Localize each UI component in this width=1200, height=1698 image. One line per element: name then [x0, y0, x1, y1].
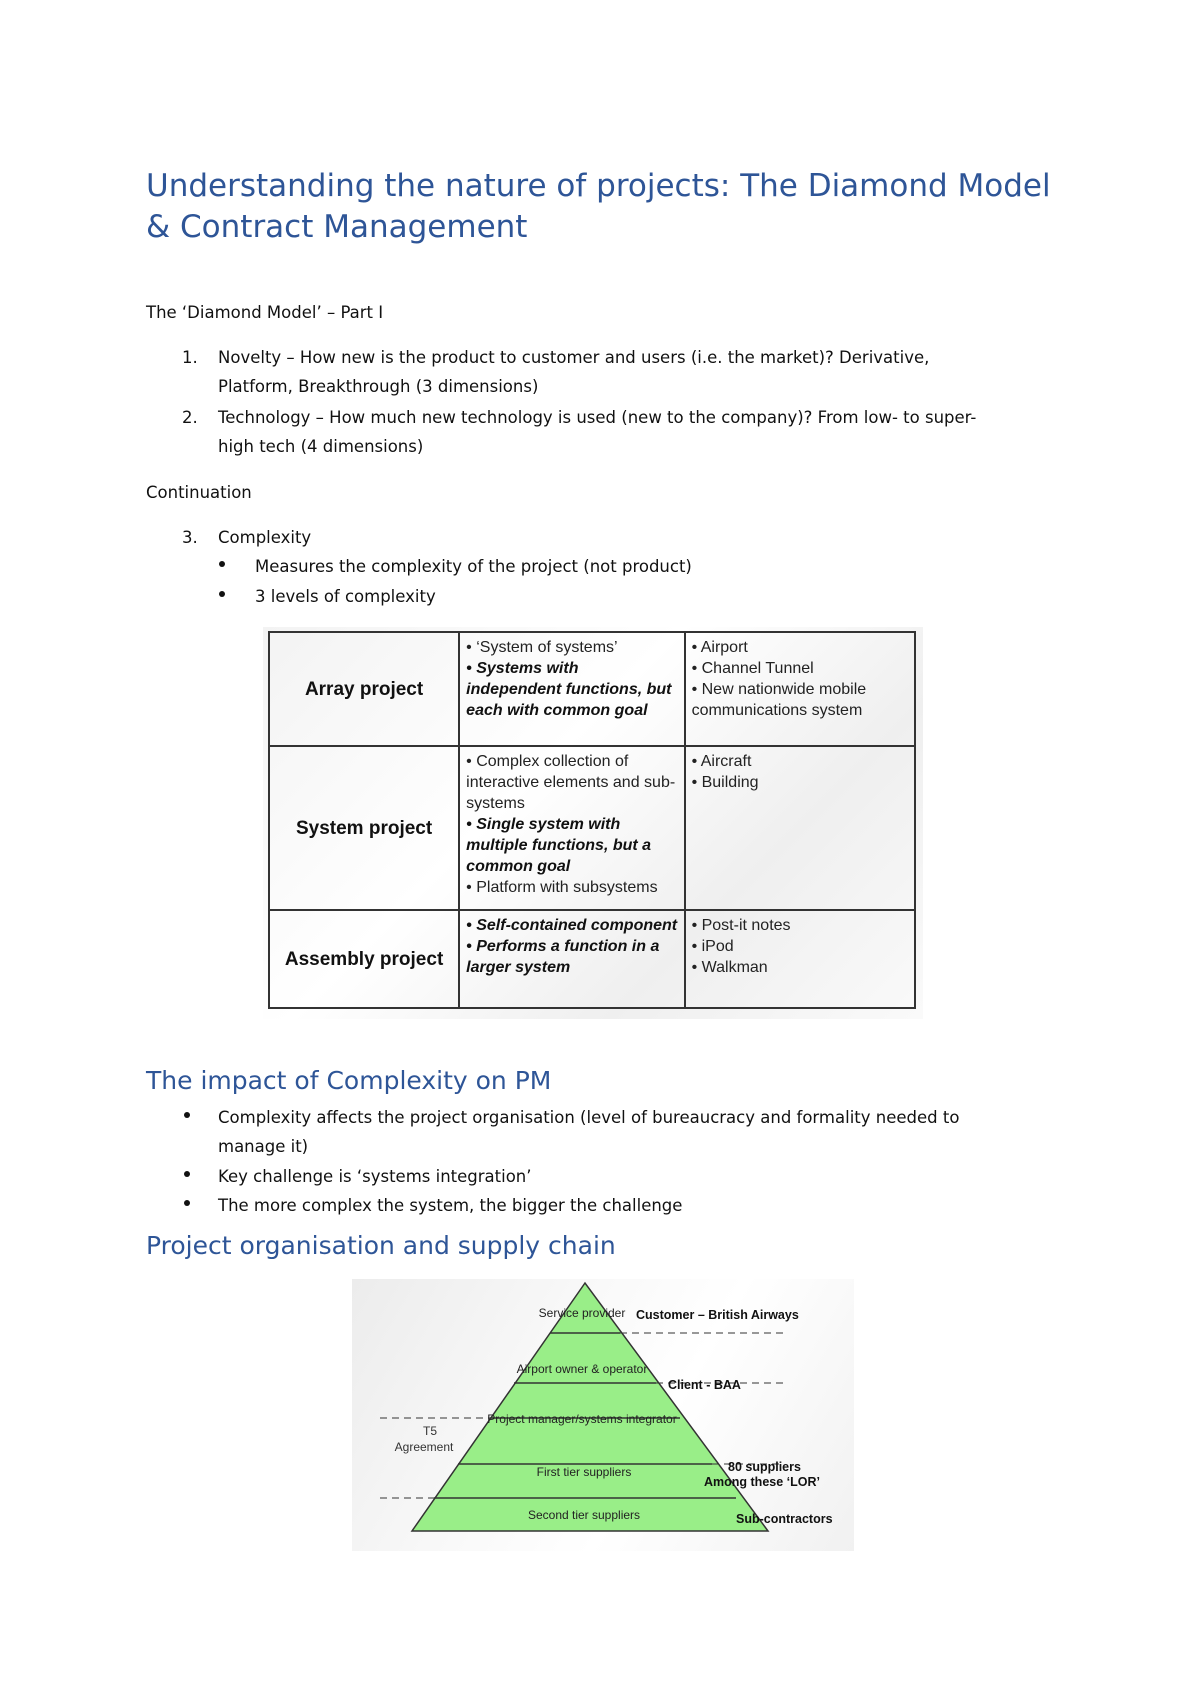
row-label: System project: [269, 746, 459, 910]
description-cell: [459, 746, 684, 910]
examples-cell: [685, 632, 915, 746]
right-label: Among these ‘LOR’: [704, 1475, 820, 1489]
right-label: 80 suppliers: [728, 1460, 801, 1474]
bullet-dot: [184, 1200, 190, 1206]
list-item-novelty-cont: Platform, Breakthrough (3 dimensions): [218, 377, 539, 396]
tier-label: First tier suppliers: [536, 1465, 632, 1479]
section-intro: The ‘Diamond Model’ – Part I: [146, 303, 384, 322]
example-line: • iPod: [691, 938, 734, 955]
tier-label: Airport owner & operator: [516, 1362, 648, 1376]
impact-bullet: The more complex the system, the bigger the challenge: [218, 1196, 683, 1215]
description-line-emphasis: • Self-contained component: [466, 917, 678, 934]
description-line: • ‘System of systems’: [466, 639, 618, 656]
list-item-technology: Technology – How much new technology is used (new to the company)? From low- to super-: [218, 408, 977, 427]
impact-bullet: Key challenge is ‘systems integration’: [218, 1167, 532, 1186]
examples-cell: [685, 910, 915, 1008]
description-cell: [459, 910, 684, 1008]
example-line: • Airport: [691, 639, 748, 656]
right-label: Customer – British Airways: [636, 1308, 799, 1322]
section-heading-impact: The impact of Complexity on PM: [146, 1066, 552, 1095]
table-row: [269, 910, 915, 1008]
description-line: • Platform with subsystems: [466, 879, 658, 896]
example-line: • Walkman: [691, 959, 768, 976]
table-row: [269, 746, 915, 910]
list-number: 2.: [182, 408, 198, 427]
row-label: Array project: [269, 632, 459, 746]
impact-bullet: Complexity affects the project organisation (level of bureaucracy and formality needed to: [218, 1108, 960, 1127]
bullet-dot: [184, 1112, 190, 1118]
examples-cell: [685, 746, 915, 910]
complexity-bullet: 3 levels of complexity: [255, 587, 436, 606]
example-line: • Aircraft: [691, 753, 752, 770]
bullet-dot: [184, 1171, 190, 1177]
supply-chain-pyramid-figure: [352, 1279, 854, 1551]
list-number: 3.: [182, 528, 198, 547]
description-line-emphasis: • Systems with independent functions, but each with common goal: [466, 660, 672, 719]
tier-label: Second tier suppliers: [527, 1508, 641, 1522]
left-label: T5: [422, 1424, 438, 1438]
page-title: Understanding the nature of projects: The Diamond Model & Contract Management: [146, 168, 1051, 245]
complexity-table-figure: [263, 627, 923, 1019]
tier-label: Service provider: [538, 1306, 626, 1320]
description-line-emphasis: • Single system with multiple functions, but a common goal: [466, 816, 652, 875]
section-heading-supply-chain: Project organisation and supply chain: [146, 1231, 616, 1260]
tier-label: Project manager/systems integrator: [487, 1412, 677, 1426]
bullet-dot: [219, 561, 225, 567]
example-line: • Building: [691, 774, 759, 791]
right-label: Sub-contractors: [736, 1512, 833, 1526]
description-line: • Complex collection of interactive elements and sub-systems: [466, 753, 676, 812]
example-line: • Channel Tunnel: [691, 660, 814, 677]
bullet-dot: [219, 591, 225, 597]
continuation-label: Continuation: [146, 483, 252, 502]
example-line: • New nationwide mobile communications system: [691, 681, 867, 719]
impact-bullet-cont: manage it): [218, 1137, 309, 1156]
supply-chain-pyramid: [352, 1279, 854, 1551]
list-number: 1.: [182, 348, 198, 367]
description-cell: [459, 632, 684, 746]
left-label: Agreement: [394, 1440, 454, 1454]
right-label: Client - BAA: [668, 1378, 741, 1392]
example-line: • Post-it notes: [691, 917, 791, 934]
list-item-novelty: Novelty – How new is the product to customer and users (i.e. the market)? Derivative,: [218, 348, 930, 367]
table-row: [269, 632, 915, 746]
complexity-bullet: Measures the complexity of the project (not product): [255, 557, 692, 576]
description-line-emphasis: • Performs a function in a larger system: [466, 938, 660, 976]
list-item-complexity: Complexity: [218, 528, 312, 547]
list-item-technology-cont: high tech (4 dimensions): [218, 437, 424, 456]
row-label: Assembly project: [269, 910, 459, 1008]
complexity-table: [268, 631, 916, 1009]
